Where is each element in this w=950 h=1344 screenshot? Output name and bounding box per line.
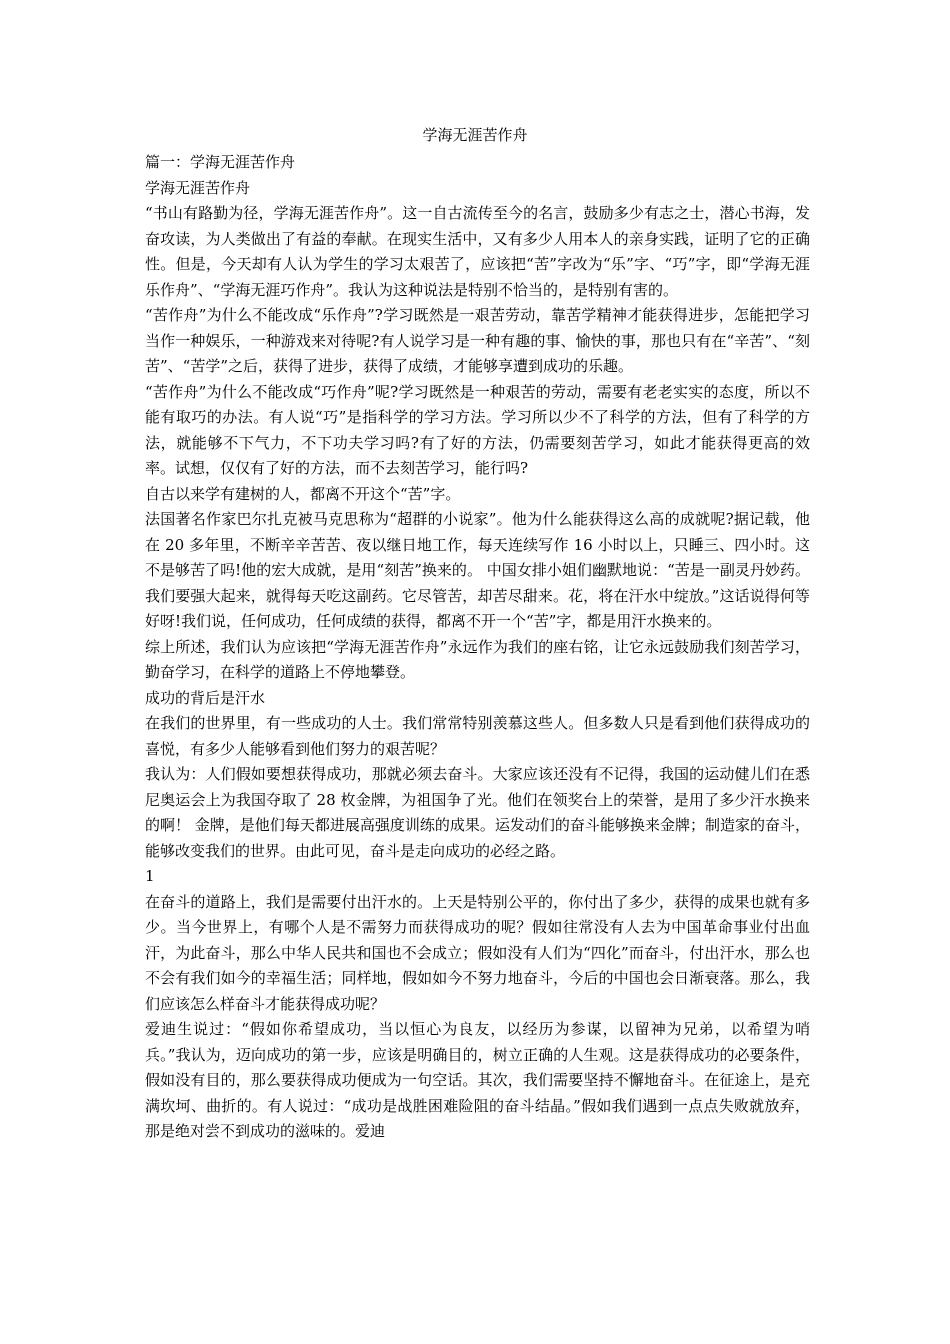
- paragraph: 我认为：人们假如要想获得成功，那就必须去奋斗。大家应该还没有不记得，我国的运动健儿们在悉尼奥运会上为我国夺取了 28 枚金牌，为祖国争了光。他们在领奖台上的荣誉，是用了多少汗水换来的啊！ 金牌，是他们每天都进展高强度训练的成果。运发动们的奋斗能够换来金牌；制造家的奋斗，能够改变我们的世界。由此可见，奋斗是走向成功的必经之路。: [145, 765, 810, 860]
- paragraph: 爱迪生说过：“假如你希望成功，当以恒心为良友，以经历为参谋，以留神为兄弟，以希望为哨兵。”我认为，迈向成功的第一步，应该是明确目的，树立正确的人生观。这是获得成功的必要条件，假如没有目的，那么要获得成功便成为一句空话。其次，我们需要坚持不懈地奋斗。在征途上，是充满坎坷、曲折的。有人说过：“成功是战胜困难险阻的奋斗结晶。”假如我们遇到一点点失败就放弃，那是绝对尝不到成功的滋味的。爱迪: [145, 1020, 810, 1140]
- paragraph: 在奋斗的道路上，我们是需要付出汗水的。上天是特别公平的，你付出了多少，获得的成果也就有多少。当今世界上，有哪个人是不需努力而获得成功的呢？假如往常没有人去为中国革命事业付出血汗，为此奋斗，那么中华人民共和国也不会成立；假如没有人们为“四化”而奋斗，付出汗水，那么也不会有我们如今的幸福生活；同样地，假如如今不努力地奋斗，今后的中国也会日渐衰落。那么，我们应该怎么样奋斗才能获得成功呢？: [145, 892, 810, 1013]
- paragraph-essay-title: 成功的背后是汗水: [145, 688, 266, 707]
- paragraph: “苦作舟”为什么不能改成“乐作舟”?学习既然是一艰苦劳动，靠苦学精神才能获得进步，怎能把学习当作一种娱乐，一种游戏来对待呢?有人说学习是一种有趣的事、愉快的事，那也只有在“辛苦”、“刻苦”、“苦学”之后，获得了进步，获得了成绩，才能够享遭到成功的乐趣。: [145, 306, 810, 375]
- paragraph: 在我们的世界里，有一些成功的人士。我们常常特别羡慕这些人。但多数人只是看到他们获得成功的喜悦，有多少人能够看到他们努力的艰苦呢？: [145, 714, 810, 758]
- paragraph: “书山有路勤为径，学海无涯苦作舟”。这一自古流传至今的名言，鼓励多少有志之士，潜心书海，发奋攻读，为人类做出了有益的奉献。在现实生活中，又有多少人用本人的亲身实践，证明了它的正确性。但是，今天却有人认为学生的学习太艰苦了，应该把“苦”字改为“乐”字、“巧”字，即“学海无涯乐作舟”、“学海无涯巧作舟”。我认为这种说法是特别不恰当的，是特别有害的。: [145, 204, 810, 299]
- paragraph: 综上所述，我们认为应该把“学海无涯苦作舟”永远作为我们的座右铭，让它永远鼓励我们刻苦学习，勤奋学习，在科学的道路上不停地攀登。: [145, 637, 810, 681]
- paragraph: 法国著名作家巴尔扎克被马克思称为“超群的小说家”。他为什么能获得这么高的成就呢?据记载，他在 20 多年里，不断辛辛苦苦、夜以继日地工作，每天连续写作 16 小时以上，只睡三、四小时。这不是够苦了吗!他的宏大成就，是用“刻苦”换来的。 中国女排小姐们幽默地说：“苦是一副灵丹妙药。我们要强大起来，就得每天吃这副药。它尽管苦，却苦尽甜来。花，将在汗水中绽放。”这话说得何等好呀!我们说，任何成功，任何成绩的获得，都离不开一个“苦”字，都是用汗水换来的。: [145, 510, 810, 630]
- document-body: [145, 150, 810, 1145]
- paragraph: 自古以来学有建树的人，都离不开这个“苦”字。: [145, 484, 461, 503]
- paragraph-essay-title: 学海无涯苦作舟: [145, 178, 251, 197]
- page-number: 1: [145, 867, 155, 885]
- paragraph: “苦作舟”为什么不能改成“巧作舟”呢?学习既然是一种艰苦的劳动，需要有老老实实的态度，所以不能有取巧的办法。有人说“巧”是指科学的学习方法。学习所以少不了科学的方法，但有了科学的方法，就能够不下气力，不下功夫学习吗?有了好的方法，仍需要刻苦学习，如此才能获得更高的效率。试想，仅仅有了好的方法，而不去刻苦学习，能行吗?: [145, 382, 810, 477]
- paragraph-section-heading: 篇一：学海无涯苦作舟: [145, 153, 296, 171]
- document-title: 学海无涯苦作舟: [422, 126, 528, 144]
